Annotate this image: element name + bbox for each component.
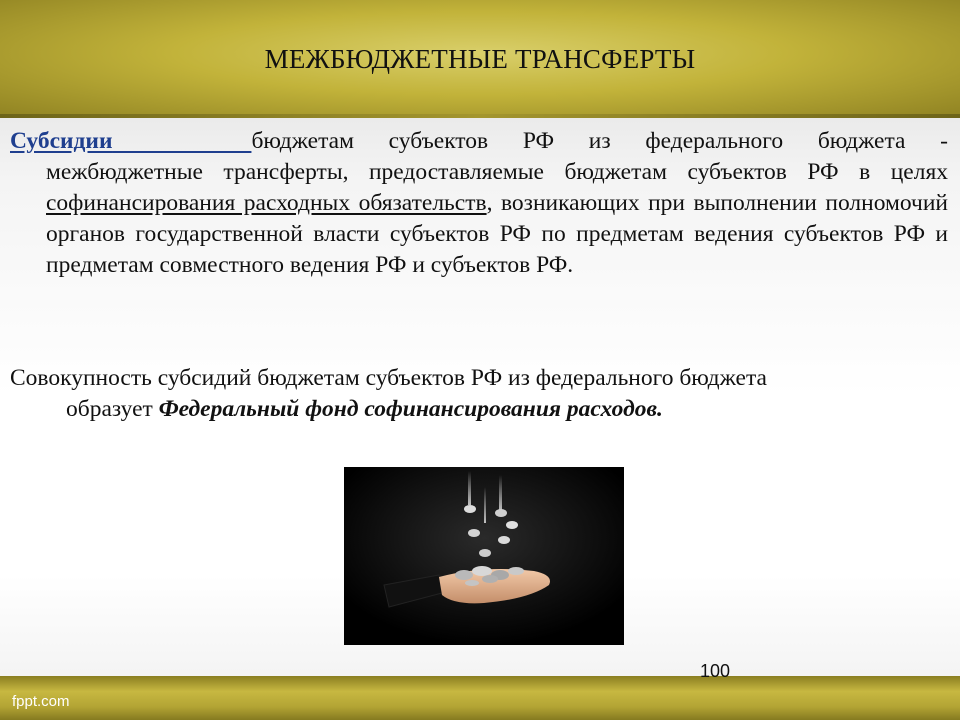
term-subsidies: Субсидии: [10, 128, 113, 154]
coins-hand-photo: [344, 467, 624, 645]
definition-text-after: , возникающих при выполнении полномочий органов государственной власти субъектов РФ по предметам ведения субъектов РФ и предметам совместного ведения РФ и субъектов РФ.: [46, 190, 948, 278]
summary-prefix: образует: [66, 396, 153, 422]
definition-body: [10, 157, 948, 281]
definition-text-before: межбюджетные трансферты, предоставляемые бюджетам субъектов РФ в целях: [46, 159, 948, 185]
federal-fund-emphasis: Федеральный фонд софинансирования расходов.: [158, 396, 663, 422]
summary-line2: [10, 394, 948, 425]
summary-line1: Совокупность субсидий бюджетам субъектов РФ из федерального бюджета: [10, 365, 767, 391]
definition-first-line: [10, 126, 948, 157]
brand-logo-text: fppt.com: [12, 693, 70, 710]
page-number: 100: [699, 661, 731, 681]
cofinancing-term: софинансирования расходных обязательств: [46, 190, 487, 216]
definition-paragraph: [10, 126, 948, 281]
footer-band: [0, 676, 960, 720]
slide-title: МЕЖБЮДЖЕТНЫЕ ТРАНСФЕРТЫ: [264, 44, 696, 74]
definition-line1-rest: бюджетам субъектов РФ из федерального бюджета -: [251, 128, 949, 154]
coins-hand-illustration: [344, 467, 624, 645]
summary-paragraph: [10, 363, 948, 425]
